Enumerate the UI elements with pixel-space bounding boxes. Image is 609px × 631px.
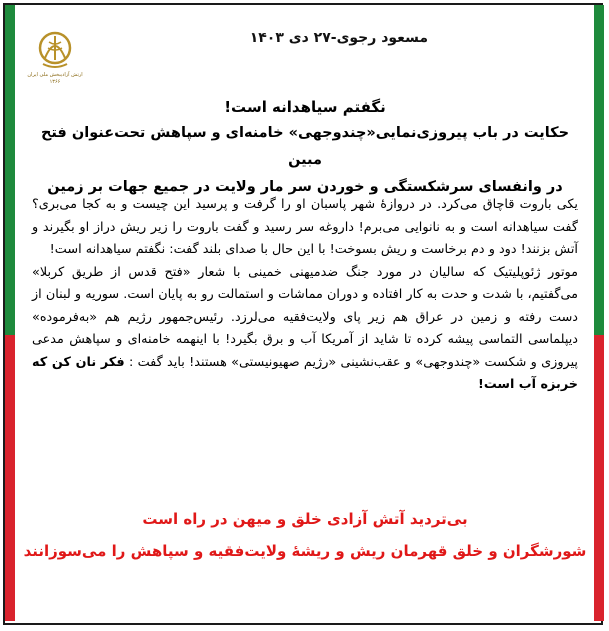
headline-line-1: حکایت در باب پیروزی‌نمایی«چندوجهی» خامنه‌ای و سپاهش تحت‌عنوان فتح مبین (40, 125, 570, 168)
author-date-byline: مسعود رجوی-۲۷ دی ۱۴۰۳ (249, 30, 428, 46)
flag-stripe-white-right (590, 5, 594, 621)
organization-logo (26, 28, 84, 98)
headline (36, 120, 574, 201)
paragraph-analysis-text: موتور ژئوپلیتیک که سالیان در مورد جنگ ضدمیهنی خمینی با شعار «فتح قدس از طریق کربلا» می‌گفتیم، با شدت و حدت به کار افتاده و دوران مماشات و استمالت رو به پایان است. سوریه و لبنان از دست رفته و زمین در عراق هم زیر پای ولایت‌فقیه می‌لرزد. رئیس‌جمهور رژیم هم «به‌فرموده» دیپلماسی التماسی پیشه کرده تا شاید از آمریکا آب و برق بگیرد! با اینهمه خامنه‌ای و سپاهش مدعی پیروزی و شکست «چندوجهی» و عقب‌نشینی «رژیم صهیونیستی» هستند! باید گفت : (32, 264, 578, 370)
paragraph-anecdote: یکی باروت قاچاق می‌کرد. در دروازهٔ شهر پاسبان او را گرفت و پرسید این چیست و به کجا می‌بری؟ گفت سیاهدانه است و به نانوایی می‌برم! داروغه سر رسید و گفت باروت را زیر ریش دراز او بگیرند و آتش بزنند! دود و دم برخاست و ریش بسوخت! با این حال با صدای بلند گفت: نگفتم سیاهدانه است! (32, 197, 578, 257)
headline-line-2: در وانفسای سرشکستگی و خوردن سر مار ولایت در جمیع جهات بر زمین (47, 179, 563, 195)
flag-stripe-red-left (5, 335, 15, 621)
slogan-line-1: بی‌تردید آتش آزادی خلق و میهن در راه است (142, 510, 468, 528)
flag-stripe-red-right (594, 335, 604, 621)
slogan-line-2: شورشگران و خلق قهرمان ریش و ریشهٔ ولایت‌فقیه و سپاهش را می‌سوزانند (23, 542, 587, 560)
logo-caption: ارتش آزادیبخش ملی ایران (27, 72, 83, 78)
laurel-emblem-icon (35, 28, 75, 72)
paragraph-analysis (32, 262, 578, 397)
article-body (32, 194, 578, 397)
flag-stripe-green-left (5, 5, 15, 335)
flag-stripe-white-left (15, 5, 19, 621)
logo-year: ۱۳۶۶ (49, 79, 61, 85)
closing-proverb: فکر نان کن که خربزه آب است! (32, 354, 578, 392)
flag-stripe-green-right (594, 5, 604, 335)
page-title: نگفتم سیاهدانه است! (224, 98, 386, 116)
poster-content (22, 8, 588, 620)
